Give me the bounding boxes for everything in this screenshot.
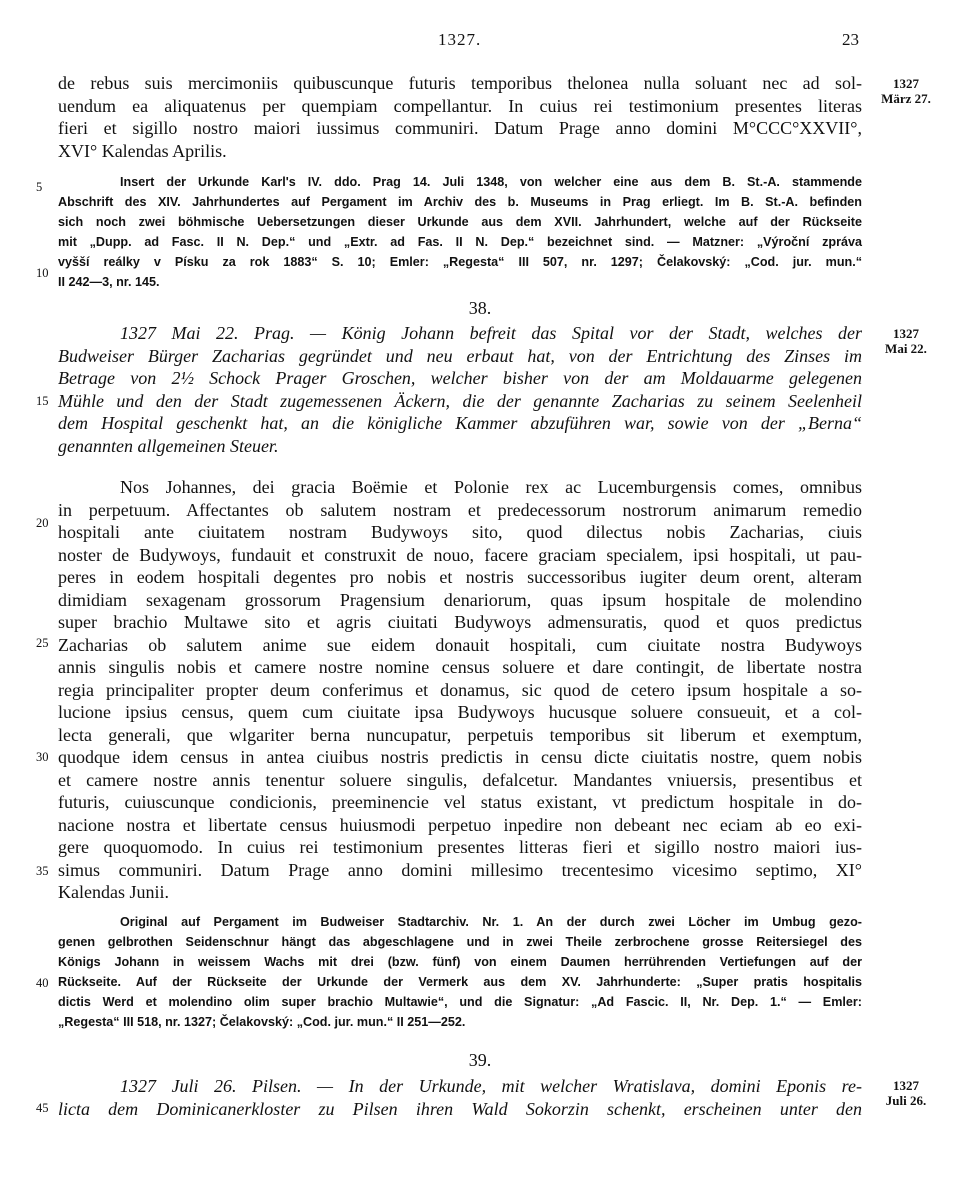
line-number: 15: [36, 394, 49, 408]
doc37-text-end: de rebus suis mercimoniis quibuscunque futuris temporibus thelonea nulla soluant nec ad sol- uendum ea aliquatenus per quempiam compellantur. In cuius rei testimonium presentes literas fieri et sigillo nostro maiori iussimus communiri. Datum Prage anno domini M°CCC°XXVII°, XVI° Kalendas Aprilis.: [58, 73, 862, 161]
line-number: 5: [36, 180, 43, 194]
line-number: 30: [36, 750, 49, 764]
line-number: 10: [36, 266, 49, 280]
line-number: 25: [36, 636, 49, 650]
doc38-regest: 1327 Mai 22. Prag. — König Johann befreit das Spital vor der Stadt, welches der Budweiser Bürger Zacharias gegründet und neu erbaut hat, von der Entrichtung des Zinses im Betrage von 2½ Schock Prager Groschen, welcher bisher von der am Moldauarme gelegenen Mühle und den der Stadt zugemessenen Äckern, die der genannte Zacharias zu seinem Seelenheil dem Hospital geschenkt hat, an die königliche Kammer abzuführen war, sowie von der „Berna“ genannten allgemeinen Steuer.: [58, 323, 862, 456]
line-number: 45: [36, 1101, 49, 1115]
margin-note-doc38: 1327 Mai 22.: [885, 326, 927, 356]
page-number: 23: [842, 30, 859, 49]
margin-note-doc37: 1327 März 27.: [881, 76, 931, 106]
line-number: 40: [36, 976, 49, 990]
line-number: 35: [36, 864, 49, 878]
doc38-note: Original auf Pergament im Budweiser Stadtarchiv. Nr. 1. An der durch zwei Löcher im Umbug gezo- genen gelbrothen Seidenschnur hängt das abgeschlagene und in zwei Theile zerbrochene grosse Reitersiegel des Königs Johann in weissem Wachs mit drei (bzw. fünf) von einem Daumen herrührenden Vertiefungen auf der Rückseite. Auf der Rückseite der Urkunde der Vermerk aus dem XV. Jahrhunderte: „Super pratis hospitalis dictis Werd et molendino olim super brachio Multawie“, und die Signatur: „Ad Fascic. II, Nr. Dep. 1.“ — Emler: „Regesta“ III 518, nr. 1327; Čelakovský: „Cod. jur. mun.“ II 251—252.: [58, 915, 862, 1029]
doc39-regest: 1327 Juli 26. Pilsen. — In der Urkunde, mit welcher Wratislava, domini Eponis re- licta dem Dominicanerkloster zu Pilsen ihren Wald Sokorzin schenkt, erscheinen unter den: [58, 1076, 862, 1119]
doc37-note: Insert der Urkunde Karl's IV. ddo. Prag 14. Juli 1348, von welcher eine aus dem B. St.-A. stammende Abschrift des XIV. Jahrhundertes auf Pergament im Archiv des b. Museums in Prag erliegt. Im B. St.-A. befinden sich noch zwei böhmische Uebersetzungen dieser Urkunde aus dem XVII. Jahrhundert, welche auf der Rückseite mit „Dupp. ad Fasc. II N. Dep.“ und „Extr. ad Fas. II N. Dep.“ bezeichnet sind. — Matzner: „Výroční zpráva vyšší reálky v Písku za rok 1883“ S. 10; Emler: „Regesta“ III 507, nr. 1297; Čelakovský: „Cod. jur. mun.“ II 242—3, nr. 145.: [58, 175, 862, 289]
doc38-number: 38.: [468, 298, 492, 318]
page-header: [0, 30, 960, 56]
doc38-text: Nos Johannes, dei gracia Boëmie et Polonie rex ac Lucemburgensis comes, omnibus in perpetuum. Affectantes ob salutem nostram et predecessorum nostrorum animarum remedio hospitali ante ciuitatem nostram Budywoys sito, quod dilectus nobis Zacharias, ciuis noster de Budywoys, fundauit et construxit de nouo, facere graciam specialem, ipsi hospitali, ut pau- peres in eodem hospitali degentes pro nobis et nostris successoribus iugiter deum orent, alteram dimidiam sexagenam grossorum Pragensium denariorum, quas ipsum hospitale de molendino super brachio Multawe sito et agris ciuitati Budywoys admensuratis, quod et quos predictus Zacharias ob salutem anime sue eidem donauit hospitali, cum ciuitate nostra Budywoys annis singulis nobis et camere nostre nomine census soluere et dare contingit, de libertate nostra regia principaliter propter deum conferimus et donamus, sic quod de cetero ipsum hospitale a so- lucione ipsius census, quem cum ciuitate ipsa Budywoys hucusque soluere consueuit, et a col- lecta generali, que wlgariter berna nuncupatur, perpetuis temporibus sit liberum et exemptum, quodque idem census in antea ciuibus nostris predictis in censu dicte ciuitatis nostre, quem nobis et camere nostre annis tenentur soluere singulis, defalcetur. Mandantes vniuersis, presentibus et futuris, cuiuscunque condicionis, preeminencie vel status existant, vt predictum hospitale in do- nacione nostra et libertate census huiusmodi perpetuo inpedire non debeant nec eciam ab eo exi- gere quoquomodo. In cuius rei testimonium presentes litteras fieri et sigillo nostro maiori ius- simus communiri. Datum Prage anno domini millesimo trecentesimo vicesimo septimo, XI° Kalendas Junii.: [58, 477, 862, 902]
running-head-year: 1327.: [438, 30, 482, 49]
doc39-number: 39.: [468, 1050, 492, 1070]
line-number: 20: [36, 516, 49, 530]
margin-note-doc39: 1327 Juli 26.: [885, 1078, 927, 1108]
